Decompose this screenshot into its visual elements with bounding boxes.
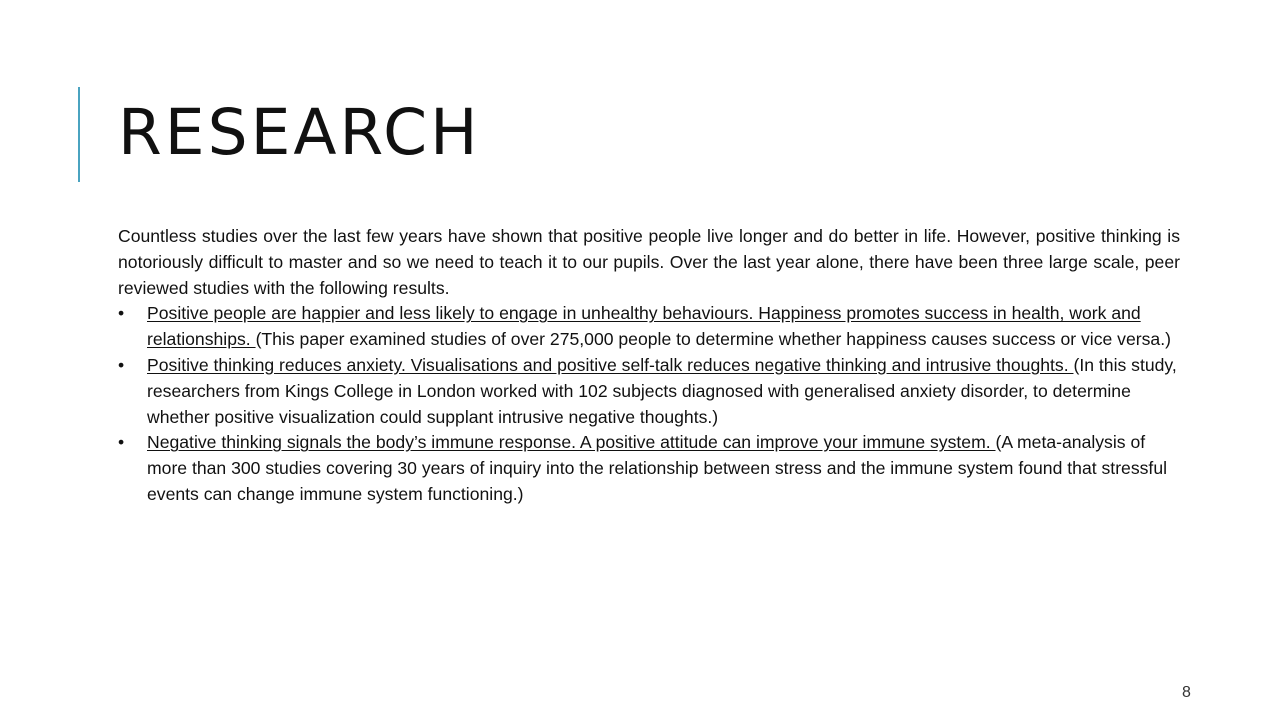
finding-claim: Negative thinking signals the body’s immune response. A positive attitude can improve your immune system. <box>147 432 996 453</box>
slide-body <box>118 224 1180 508</box>
intro-paragraph: Countless studies over the last few years have shown that positive people live longer and do better in life. However, positive thinking is notoriously difficult to master and so we need to teach it to our pupils. Over the last year alone, there have been three large scale, peer reviewed studies with the following results. <box>118 226 1180 298</box>
page-number: 8 <box>1182 684 1191 701</box>
finding-detail: (A meta-analysis of more than 300 studies covering 30 years of inquiry into the relationship between stress and the immune system found that stressful events can change immune system functioning.) <box>147 432 1168 504</box>
finding-item-1 <box>118 301 1180 353</box>
bullet-icon: • <box>118 432 125 453</box>
findings-list <box>118 301 1180 507</box>
title-accent-bar <box>78 87 80 182</box>
finding-detail: (This paper examined studies of over 275,000 people to determine whether happiness causes success or vice versa.) <box>255 329 1171 350</box>
finding-item-2 <box>118 353 1180 430</box>
slide-title: RESEARCH <box>118 96 481 169</box>
bullet-icon: • <box>118 303 125 324</box>
finding-claim: Positive people are happier and less likely to engage in unhealthy behaviours. Happiness promotes success in health, work and relationships. <box>147 303 1141 350</box>
finding-item-3 <box>118 430 1180 507</box>
finding-detail: (In this study, researchers from Kings College in London worked with 102 subjects diagnosed with generalised anxiety disorder, to determine whether positive visualization could supplant intrusive negative thoughts.) <box>147 354 1177 427</box>
finding-claim: Positive thinking reduces anxiety. Visualisations and positive self-talk reduces negative thinking and intrusive thoughts. <box>147 354 1074 375</box>
bullet-icon: • <box>118 354 125 375</box>
